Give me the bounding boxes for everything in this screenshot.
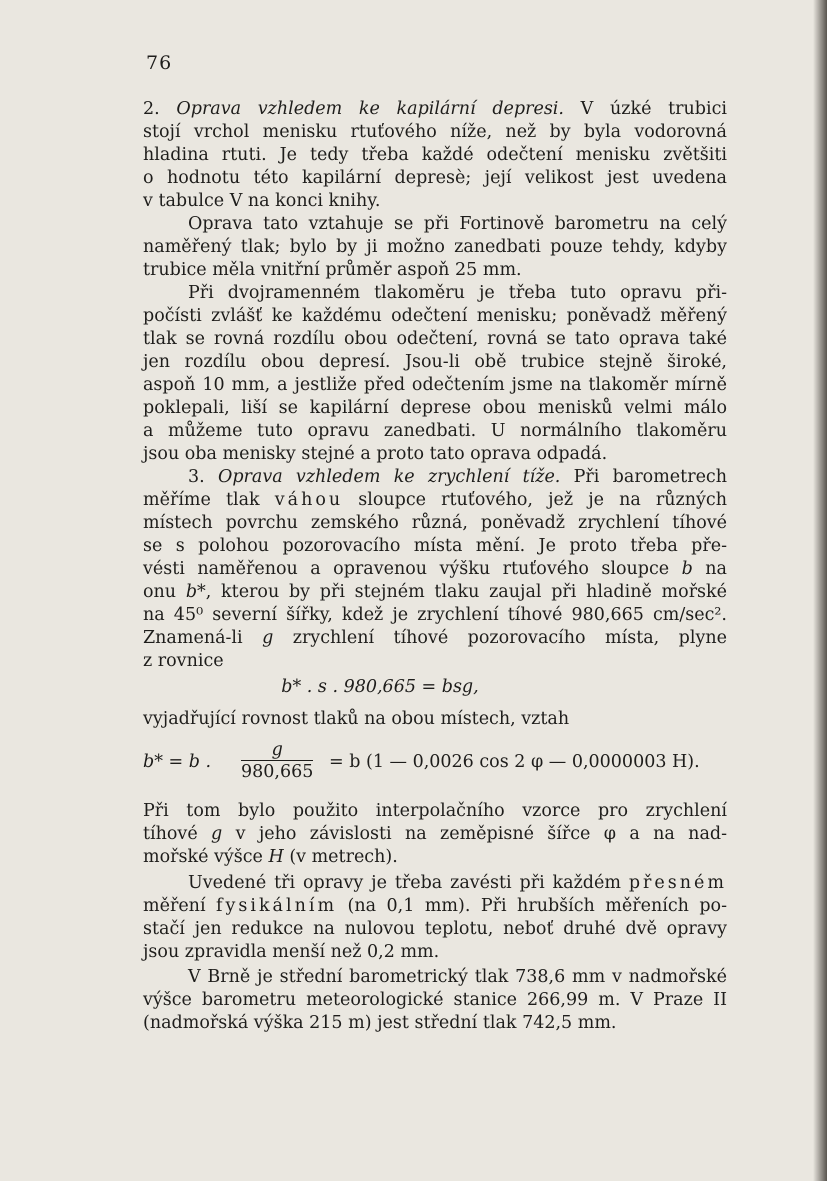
text-line: tlak se rovná rozdílu obou odečtení, rovná se tato oprava také [143,329,727,349]
equation-pressure-equality: b* . s . 980,665 = bsg, [281,677,479,697]
text-line: na 45⁰ severní šířky, kdež je zrychlení tíhové 980,665 cm/sec². [143,605,727,625]
text-line: stojí vrchol menisku rtuťového níže, než by byla vodorovná [143,122,727,142]
fraction-numerator: g [241,740,313,761]
text-line: měření fysikálním (na 0,1 mm). Při hrubších měřeních po- [143,896,728,916]
text-line: vésti naměřenou a opravenou výšku rtuťového sloupce b na [143,559,727,579]
text-line: (nadmořská výška 215 m) jest střední tlak 742,5 mm. [143,1013,617,1033]
equation-rhs: = b (1 — 0,0026 cos 2 φ — 0,0000003 H). [329,752,700,772]
text-line: hladina rtuti. Je tedy třeba každé odečtení menisku zvětšiti [143,145,727,165]
text-line: o hodnotu této kapilární depresè; její velikost jest uvedena [143,168,727,188]
text-line: stačí jen redukce na nulovou teplotu, neboť druhé dvě opravy [143,919,727,939]
text-line: se s polohou pozorovacího místa mění. Je proto třeba pře- [143,536,727,556]
text-line: v tabulce V na konci knihy. [143,191,381,211]
text-line: výšce barometru meteorologické stanice 266,99 m. V Praze II [143,990,727,1010]
text-line: trubice měla vnitřní průměr aspoň 25 mm. [143,260,522,280]
text-line: Uvedené tři opravy je třeba zavésti při každém přesném [188,873,727,893]
text-line: mořské výšce H (v metrech). [143,847,398,867]
text-line: měříme tlak váhou sloupce rtuťového, jež je na různých [143,490,728,510]
text-line: Znamená-li g zrychlení tíhové pozorovacího místa, plyne [143,628,727,648]
text-line: tíhové g v jeho závislosti na zeměpisné šířce φ a na nad- [143,824,727,844]
text-line: onu b*, kterou by při stejném tlaku zaujal při hladině mořské [143,582,727,602]
text-line: V Brně je střední barometrický tlak 738,6 mm v nadmořské [188,967,727,987]
text-line: vyjadřující rovnost tlaků na obou místech, vztah [143,709,570,729]
text-line: aspoň 10 mm, a jestliže před odečtením jsme na tlakoměr mírně [143,375,727,395]
text-line: Oprava tato vztahuje se při Fortinově barometru na celý [188,214,727,234]
page-edge-shadow [813,0,827,1181]
text-line: z rovnice [143,651,224,671]
text-line: 2. Oprava vzhledem ke kapilární depresi. V úzké trubici [143,99,727,119]
text-line: jsou zpravidla menší než 0,2 mm. [143,942,440,962]
page-number: 76 [146,52,173,74]
text-line: Při dvojramenném tlakoměru je třeba tuto opravu při- [188,283,727,303]
equation-reduction [143,740,727,800]
fraction-denominator: 980,665 [241,762,314,782]
text-line: počísti zvlášť ke každému odečtení menisku; poněvadž měřený [143,306,727,326]
text-line: místech povrchu zemského různá, poněvadž zrychlení tíhové [143,513,727,533]
equation-lhs: b* = b . [143,752,212,772]
text-line: jen rozdílu obou depresí. Jsou-li obě trubice stejně široké, [143,352,727,372]
text-line: poklepali, liší se kapilární deprese obou menisků velmi málo [143,398,727,418]
text-line: a můžeme tuto opravu zanedbati. U normálního tlakoměru [143,421,727,441]
text-line: naměřený tlak; bylo by ji možno zanedbati pouze tehdy, kdyby [143,237,727,257]
text-line: jsou oba menisky stejné a proto tato oprava odpadá. [143,444,608,464]
equation-fraction [241,740,313,783]
text-line: 3. Oprava vzhledem ke zrychlení tíže. Při barometrech [188,467,727,487]
text-line: Při tom bylo použito interpolačního vzorce pro zrychlení [143,801,727,821]
